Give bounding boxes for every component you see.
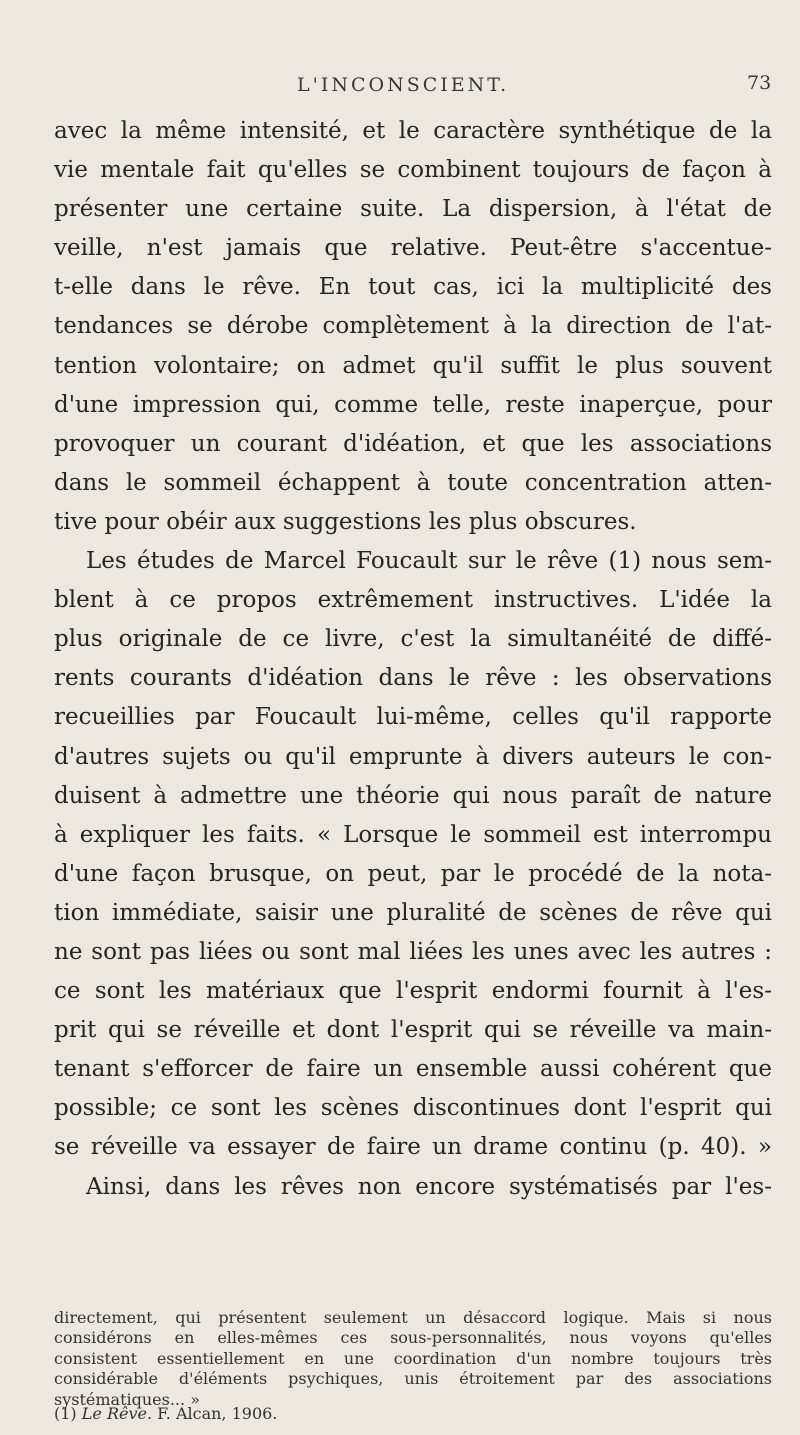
text-line: d'une façon brusque, on peut, par le procédé de la nota- <box>54 860 772 887</box>
text-line: tention volontaire; on admet qu'il suffit le plus souvent <box>54 352 772 379</box>
text-line: plus originale de ce livre, c'est la simultanéité de diffé- <box>54 626 772 653</box>
main-text <box>54 112 772 1207</box>
text-line: recueillies par Foucault lui-même, celles qu'il rapporte <box>54 704 772 731</box>
text-line: tive pour obéir aux suggestions les plus obscures. <box>54 508 637 535</box>
text-line: provoquer un courant d'idéation, et que les associations <box>54 430 772 457</box>
text-line: blent à ce propos extrêmement instructives. L'idée la <box>54 587 772 614</box>
text-line: veille, n'est jamais que relative. Peut-être s'accentue- <box>54 235 772 262</box>
footnote-line: considérons en elles-mêmes ces sous-personnalités, nous voyons qu'elles <box>54 1328 772 1348</box>
text-line: tenant s'efforcer de faire un ensemble aussi cohérent que <box>54 1056 772 1083</box>
footnote-publisher: F. Alcan, 1906. <box>157 1404 278 1423</box>
footnote-line: considérable d'éléments psychiques, unis étroitement par des associations <box>54 1369 772 1389</box>
text-line: dans le sommeil échappent à toute concentration atten- <box>54 469 772 496</box>
text-line: tendances se dérobe complètement à la direction de l'at- <box>54 313 772 340</box>
footnote-1 <box>54 1404 277 1423</box>
footnote-marker: (1) <box>54 1404 77 1423</box>
text-line: rents courants d'idéation dans le rêve : les observations <box>54 665 772 692</box>
text-line: tion immédiate, saisir une pluralité de scènes de rêve qui <box>54 899 772 926</box>
text-line: Les études de Marcel Foucault sur le rêve (1) nous sem- <box>86 548 772 575</box>
text-line: possible; ce sont les scènes discontinues dont l'esprit qui <box>54 1095 772 1122</box>
footnote-line: consistent essentiellement en une coordination d'un nombre toujours très <box>54 1348 772 1368</box>
running-title: L'INCONSCIENT. <box>297 74 510 96</box>
text-line: Ainsi, dans les rêves non encore systématisés par l'es- <box>86 1173 772 1200</box>
text-line: vie mentale fait qu'elles se combinent toujours de façon à <box>54 157 772 184</box>
footnote-continuation <box>54 1308 772 1410</box>
text-line: t-elle dans le rêve. En tout cas, ici la multiplicité des <box>54 274 772 301</box>
text-line: avec la même intensité, et le caractère synthétique de la <box>54 118 772 144</box>
text-line: présenter une certaine suite. La dispersion, à l'état de <box>54 196 772 223</box>
text-line: se réveille va essayer de faire un drame continu (p. 40). » <box>54 1134 772 1161</box>
text-line: duisent à admettre une théorie qui nous paraît de nature <box>54 782 772 809</box>
text-line: à expliquer les faits. « Lorsque le sommeil est interrompu <box>54 821 772 848</box>
footnote-book-title: Le Rêve. <box>81 1404 153 1423</box>
footnote-line: directement, qui présentent seulement un désaccord logique. Mais si nous <box>54 1308 772 1327</box>
text-line: ne sont pas liées ou sont mal liées les unes avec les autres : <box>54 938 772 965</box>
text-line: prit qui se réveille et dont l'esprit qui se réveille va main- <box>54 1017 772 1044</box>
text-line: d'autres sujets ou qu'il emprunte à divers auteurs le con- <box>54 743 772 770</box>
text-line: ce sont les matériaux que l'esprit endormi fournit à l'es- <box>54 978 772 1005</box>
text-line: d'une impression qui, comme telle, reste inaperçue, pour <box>54 391 772 418</box>
page-number: 73 <box>747 72 772 94</box>
footnote-line: systématiques... » <box>54 1389 200 1409</box>
